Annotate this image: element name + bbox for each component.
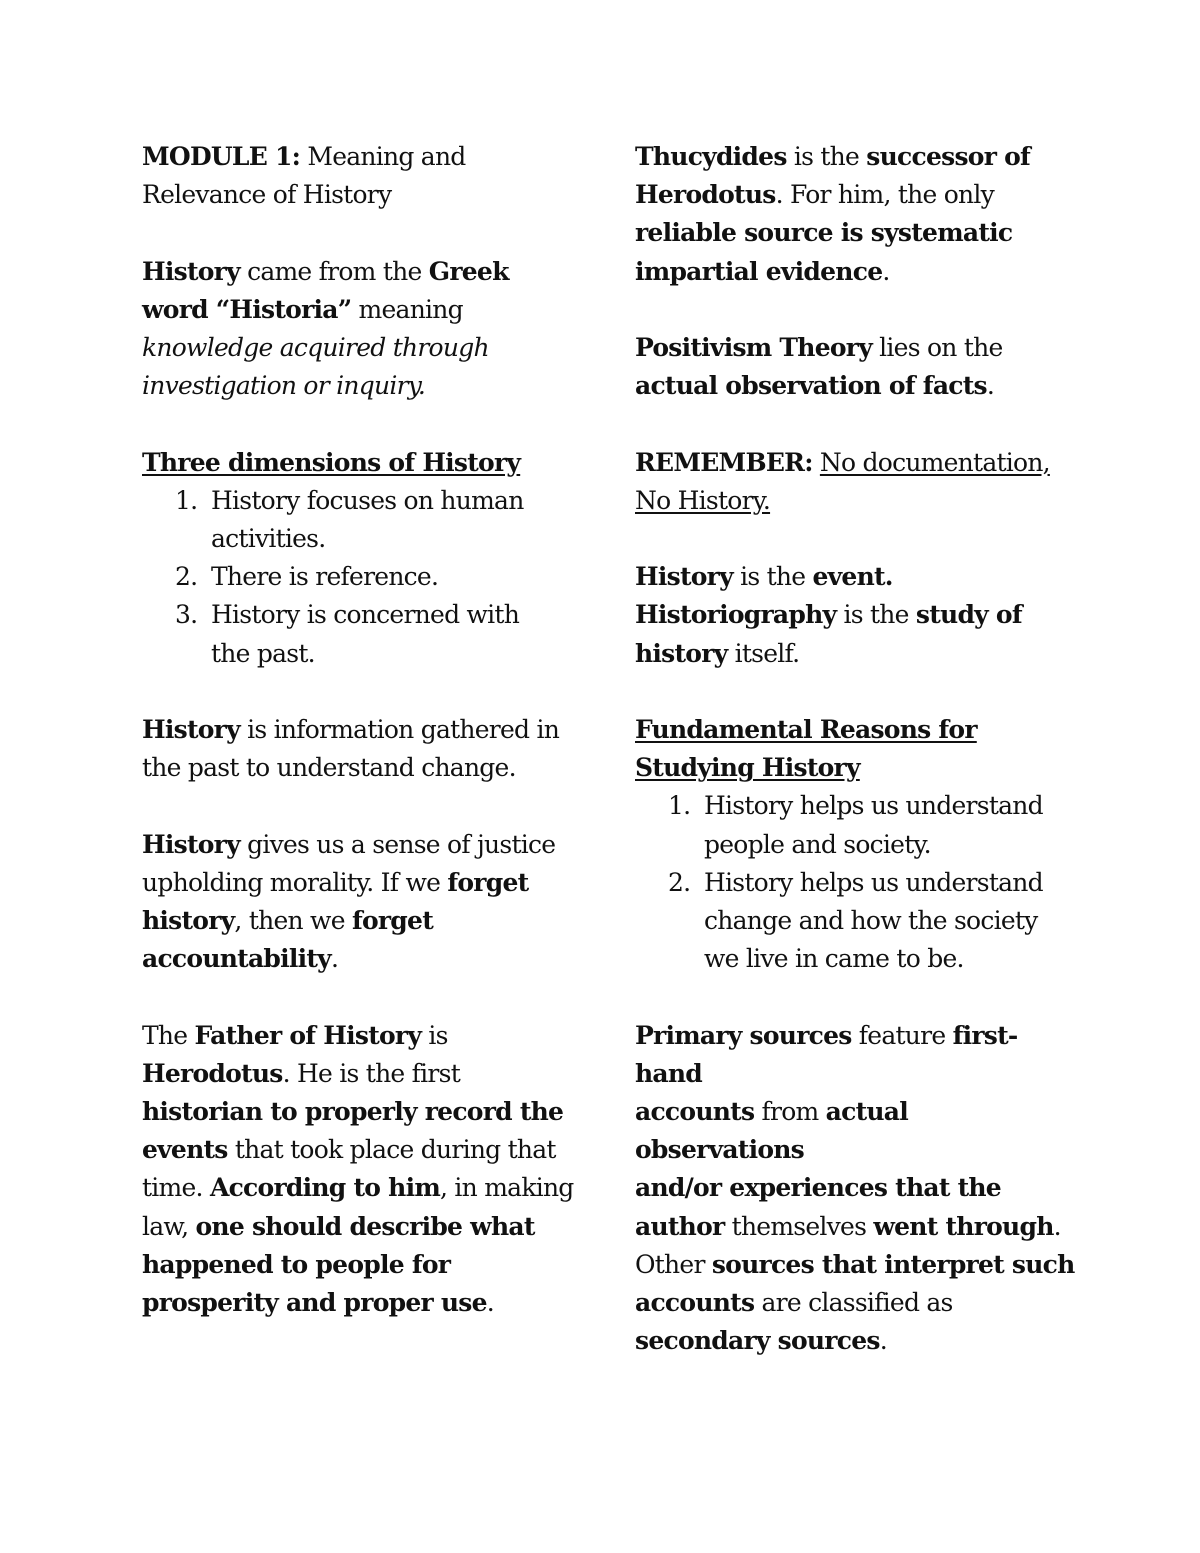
right-column bbox=[635, 138, 1075, 1360]
reasons-section bbox=[635, 711, 1075, 978]
section-heading: Three dimensions of History bbox=[142, 447, 521, 477]
event-paragraph: History is the event. Historiography is the study of history itself. bbox=[635, 562, 1022, 668]
list-item: 3. History is concerned with the past. bbox=[175, 600, 520, 668]
list-item: 2. There is reference. bbox=[175, 562, 439, 592]
reasons-list bbox=[635, 787, 1075, 978]
thucydides-paragraph: Thucydides is the successor of Herodotus. For him, the only reliable source is systematic impartial evidence. bbox=[635, 142, 1030, 286]
list-item: 2. History helps us understand change and how the society we live in came to be. bbox=[668, 867, 1043, 974]
father-paragraph: The Father of History is Herodotus. He is the first historian to properly record the events that took place during that time. According to him, in making law, one should describe what happened to people for prosperity and proper use. bbox=[142, 1020, 574, 1318]
dimensions-list bbox=[142, 482, 582, 673]
module-label: MODULE 1: bbox=[142, 142, 301, 171]
list-item: 1. History helps us understand people and society. bbox=[668, 791, 1043, 859]
module-title: MODULE 1: Meaning and Relevance of History bbox=[142, 142, 466, 210]
positivism-paragraph: Positivism Theory lies on the actual observation of facts. bbox=[635, 333, 1003, 401]
remember-note: REMEMBER: No documentation, No History. bbox=[635, 447, 1050, 515]
dimensions-section bbox=[142, 444, 582, 673]
justice-paragraph: History gives us a sense of justice upholding morality. If we forget history, then we forget accountability. bbox=[142, 829, 556, 974]
sources-paragraph: Primary sources feature first-hand accounts from actual observations and/or experiences that the author themselves went through. Other sources that interpret such accounts are classified as secondary sources. bbox=[635, 1020, 1075, 1356]
section-heading: Fundamental Reasons for bbox=[635, 714, 977, 744]
list-item: 1. History focuses on human activities. bbox=[175, 485, 524, 553]
information-paragraph: History is information gathered in the past to understand change. bbox=[142, 715, 560, 783]
left-column bbox=[142, 138, 582, 1322]
section-heading: Studying History bbox=[635, 753, 860, 783]
etymology-paragraph: History came from the Greek word “Historia” meaning knowledge acquired through investigation or inquiry. bbox=[142, 256, 509, 401]
remember-label: REMEMBER: bbox=[635, 447, 813, 477]
